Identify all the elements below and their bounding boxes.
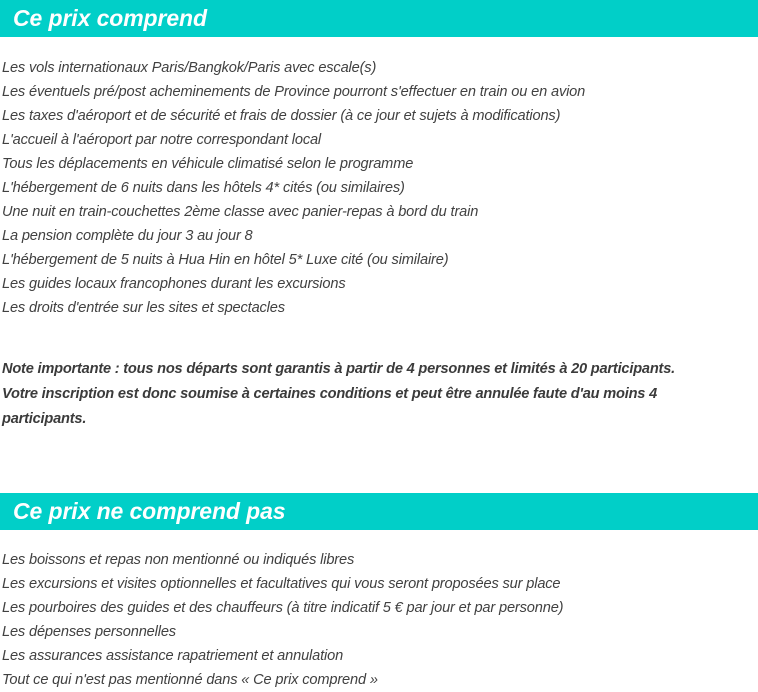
list-item: Les éventuels pré/post acheminements de Province pourront s'effectuer en train ou en avion [2, 84, 586, 100]
section-header-excluded: Ce prix ne comprend pas [0, 493, 758, 530]
list-item: L'accueil à l'aéroport par notre correspondant local [2, 132, 322, 148]
list-item: L'hébergement de 6 nuits dans les hôtels 4* cités (ou similaires) [2, 180, 405, 196]
list-item: Une nuit en train-couchettes 2ème classe avec panier-repas à bord du train [2, 204, 479, 220]
list-item: Les pourboires des guides et des chauffeurs (à titre indicatif 5 € par jour et par personne) [2, 600, 564, 617]
spacer-before-note [2, 320, 750, 342]
section-header-included: Ce prix comprend [0, 0, 758, 37]
spacer-before-header-excluded [0, 446, 758, 493]
list-item: Tout ce qui n'est pas mentionné dans « Ce prix comprend » [2, 672, 378, 689]
list-item: Les guides locaux francophones durant les excursions [2, 276, 346, 292]
list-item: Les excursions et visites optionnelles et facultatives qui vous seront proposées sur place [2, 576, 561, 593]
list-item: L'hébergement de 5 nuits à Hua Hin en hôtel 5* Luxe cité (ou similaire) [2, 252, 449, 268]
spacer-after-header-excluded [0, 530, 758, 548]
list-item: Les vols internationaux Paris/Bangkok/Paris avec escale(s) [2, 60, 377, 76]
list-item: Les boissons et repas non mentionné ou indiqués libres [2, 552, 355, 569]
list-item: Les droits d'entrée sur les sites et spectacles [2, 300, 285, 316]
section-body-excluded [0, 548, 758, 692]
important-note: Note importante : tous nos départs sont garantis à partir de 4 personnes et limités à 20 participants. Votre inscription est donc soumise à certaines conditions et peut être annulée faute d'au moins 4 participants. [2, 360, 675, 427]
list-item: Les assurances assistance rapatriement et annulation [2, 648, 344, 665]
spacer-after-header-included [0, 37, 758, 56]
included-items-list [2, 56, 750, 320]
section-body-included [0, 56, 758, 432]
list-item: Tous les déplacements en véhicule climatisé selon le programme [2, 156, 414, 172]
list-item: Les dépenses personnelles [2, 624, 176, 641]
list-item: Les taxes d'aéroport et de sécurité et frais de dossier (à ce jour et sujets à modifications) [2, 108, 561, 124]
excluded-items-list [2, 548, 750, 692]
list-item: La pension complète du jour 3 au jour 8 [2, 228, 253, 244]
